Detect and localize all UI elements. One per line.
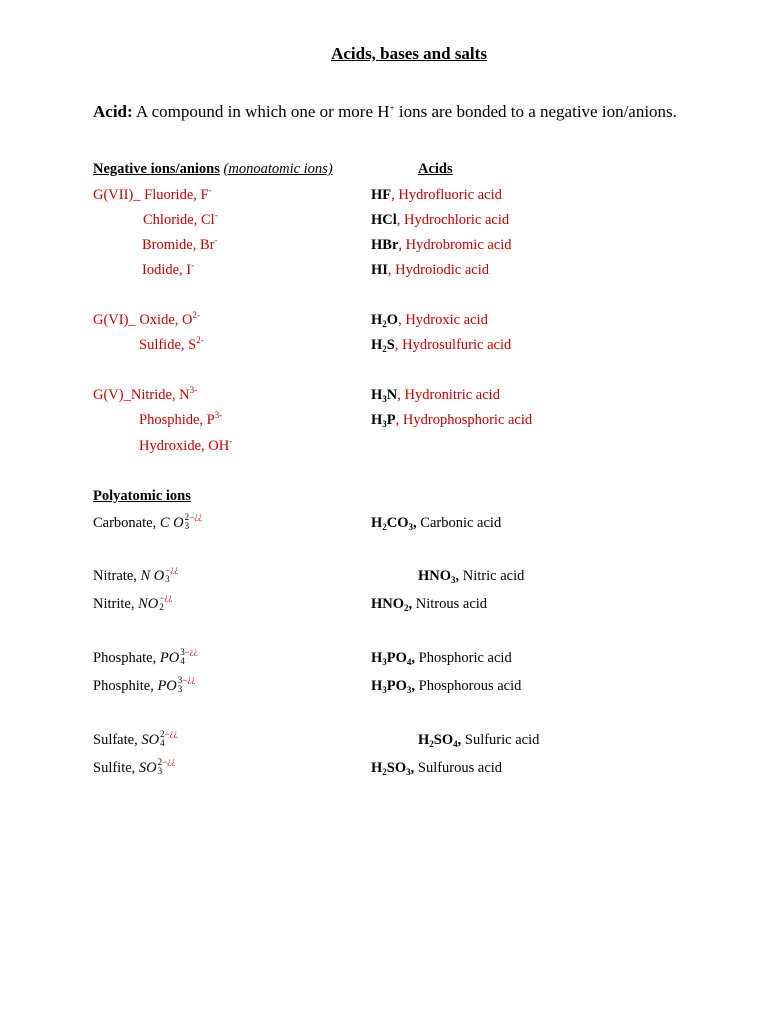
group-label-g7: G(VII)_ [93,187,141,203]
acid-formula: HF [371,187,392,203]
poly-acid-sulfurous: $H_2SO_3$, Sulfurous acid [371,760,503,777]
ion-row-chloride [143,211,218,229]
ion-name: Oxide, O [139,312,193,328]
acid-row-hcl [371,211,509,229]
acid-definition [93,102,677,122]
acid-row-h2s [371,336,511,354]
poly-ion-nitrite: Nitrite, NO − 2 ¿¿ [93,592,173,612]
group-label-g6: G(VI)_ [93,312,136,328]
definition-text-after: ions are bonded to a negative ion/anions. [394,102,677,121]
page-title: Acids, bases and salts [331,44,487,63]
ion-charge: 3- [189,385,198,395]
ion-name: Phosphide, P [139,412,215,428]
ion-charge: - [191,260,195,270]
poly-acid-sulfuric: $H_2SO_4$, Sulfuric acid [418,732,540,749]
poly-acid-carbonic: $H_2CO_3$, Carbonic acid [371,515,502,532]
ion-row-phosphide [139,411,222,429]
acid-formula: HI [371,262,388,278]
acid-name: , Hydrophosphoric acid [395,412,533,428]
ions-header-label: Negative ions/anions [93,161,220,177]
ion-name: Chloride, Cl [143,212,215,228]
poly-acid-nitrous: $HNO_2$, Nitrous acid [371,596,488,613]
acid-name: , Hydroxic acid [398,312,488,328]
poly-acid-phosphorous: $H_3PO_3$, Phosphorous acid [371,678,522,695]
group-label-g5: G(V)_ [93,387,131,403]
poly-ion-carbonate: Carbonate, C O 2− 3 ¿¿ [93,511,203,531]
definition-term: Acid: [93,102,133,121]
acid-name: , Hydrobromic acid [398,237,512,253]
ion-name: Sulfide, S [139,337,197,353]
ion-name: Iodide, I [142,262,192,278]
definition-sup: + [389,103,395,113]
poly-ion-sulfite: Sulfite, SO 2− 3 ¿¿ [93,756,176,776]
ion-charge: 2- [196,335,204,345]
ion-charge: 3- [214,410,223,420]
ion-row-bromide [142,236,218,254]
acid-row-h3p [371,411,532,429]
acid-name: , Hydrochloric acid [396,212,510,228]
poly-ion-phosphite: Phosphite, PO 3− 3 ¿¿ [93,674,196,694]
acid-name: , Hydrosulfuric acid [394,337,512,353]
poly-acid-phosphoric: $H_3PO_4$, Phosphoric acid [371,650,512,667]
ion-row-oxide [93,311,200,329]
acid-row-hi [371,261,489,279]
acid-formula: HCl [371,212,397,228]
acid-formula: $H_3N$ [371,387,398,404]
acid-row-hf [371,186,502,204]
ion-charge: - [214,210,218,220]
poly-ion-sulfate: Sulfate, SO 2− 4 ¿¿ [93,728,178,748]
poly-ion-phosphate: Phosphate, PO 3− 4 ¿¿ [93,646,198,666]
ion-charge: - [214,235,218,245]
definition-text-before: A compound in which one or more H [132,102,390,121]
ion-name: Bromide, Br [142,237,215,253]
acid-formula: $H_3P$ [371,412,396,429]
acid-name: , Hydroiodic acid [387,262,489,278]
acid-row-h3n [371,386,500,404]
acid-row-h2o [371,311,488,329]
acid-name: , Hydronitric acid [397,387,500,403]
ion-charge: 2- [192,310,200,320]
ion-row-fluoride [93,186,212,204]
ions-header-note: (monoatomic ions) [223,161,333,177]
acids-header: Acids [418,161,453,177]
ion-charge: - [208,185,212,195]
acid-name: , Hydrofluoric acid [391,187,502,203]
ion-row-nitride [93,386,197,404]
acid-formula: $H_2O$ [371,312,399,329]
ion-row-iodide [142,261,194,279]
ions-header [93,160,333,178]
ion-charge: - [229,436,233,446]
acid-row-hbr [371,236,512,254]
poly-acid-nitric: $HNO_3$, Nitric acid [418,568,525,585]
ion-row-hydroxide [139,437,232,455]
polyatomic-header: Polyatomic ions [93,488,191,504]
ion-name: Hydroxide, OH [139,438,230,454]
poly-ion-nitrate: Nitrate, N O − 3 ¿¿ [93,564,179,584]
acid-formula: HBr [371,237,399,253]
ion-name: Fluoride, F [144,187,209,203]
ion-row-sulfide [139,336,204,354]
ion-name: Nitride, N [130,387,190,403]
acid-formula: $H_2S$ [371,337,395,354]
